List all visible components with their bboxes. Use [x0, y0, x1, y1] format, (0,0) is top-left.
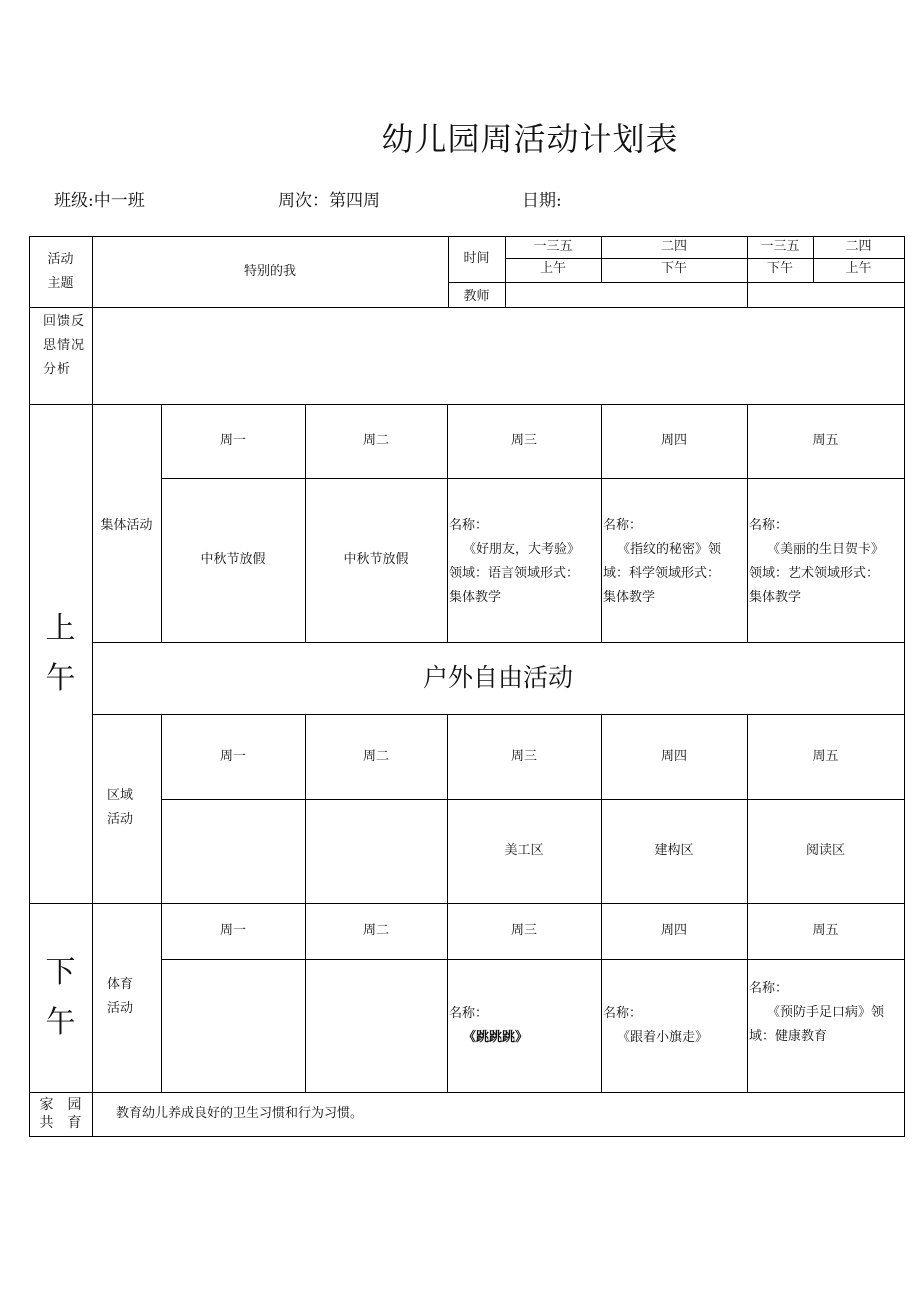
pe-activity-label: [107, 973, 157, 1021]
area-thu: 建构区: [654, 843, 694, 858]
pe-label-line-1: 体育: [107, 977, 134, 992]
lesson-domain: 领域：语言领域形式：: [449, 566, 580, 581]
holiday-tue: 中秋节放假: [343, 552, 409, 567]
area-day-2: 周二: [362, 748, 389, 764]
pe-name-label: 名称：: [603, 1006, 643, 1021]
home-cooperation-label: [29, 1092, 92, 1136]
lesson-domain: 域：科学领域形式：: [603, 566, 721, 581]
group-activity-label: 集体活动: [100, 517, 153, 533]
pe-domain: 域：健康教育: [749, 1029, 828, 1044]
home-cooperation-text: 教育幼儿养成良好的卫生习惯和行为习惯。: [116, 1106, 364, 1121]
outdoor-free-activity: 户外自由活动: [422, 663, 573, 692]
time-period-1: 上午: [539, 261, 566, 276]
pe-name: 《跳跳跳》: [463, 1030, 529, 1045]
theme-label: [29, 236, 92, 307]
holiday-mon: 中秋节放假: [200, 552, 266, 567]
pm-day-1: 周一: [219, 923, 246, 938]
time-day-4: 二四: [845, 239, 872, 254]
theme-label-line-2: 主题: [47, 275, 74, 291]
lesson-fri: [749, 514, 904, 610]
area-label-line-1: 区域: [107, 788, 134, 803]
lesson-form: 集体教学: [749, 590, 802, 605]
lesson-name: 《美丽的生日贺卡》: [767, 542, 885, 557]
lesson-name-label: 名称：: [749, 518, 789, 533]
morning-day-5: 周五: [812, 433, 839, 448]
page-title: 幼儿园周活动计划表: [381, 120, 679, 158]
pe-thu: [603, 1002, 747, 1050]
feedback-label: [43, 310, 93, 382]
theme-value: 特别的我: [243, 263, 296, 279]
lesson-domain: 领域：艺术领域形式：: [749, 566, 880, 581]
lesson-form: 集体教学: [603, 590, 656, 605]
feedback-label-line-1: 回馈反: [43, 314, 86, 329]
area-label-line-2: 活动: [107, 812, 134, 827]
area-day-4: 周四: [660, 748, 687, 764]
morning-day-1: 周一: [219, 433, 246, 448]
area-day-3: 周三: [510, 748, 537, 764]
time-day-1: 一三五: [533, 239, 573, 254]
pm-day-5: 周五: [812, 923, 839, 938]
morning-day-3: 周三: [510, 433, 537, 448]
pe-name: 《跟着小旗走》: [617, 1030, 709, 1045]
morning-label-char-1: 上: [45, 610, 76, 646]
pm-day-3: 周三: [510, 923, 537, 938]
time-period-4: 上午: [845, 261, 872, 276]
pe-label-line-2: 活动: [107, 1001, 134, 1016]
lesson-name: 《好朋友，大考验》: [463, 542, 581, 557]
area-day-1: 周一: [219, 748, 246, 764]
area-fri: 阅读区: [805, 843, 845, 858]
time-label: 时间: [463, 251, 490, 266]
pe-wed: [449, 1002, 601, 1050]
pe-fri: [749, 977, 904, 1049]
afternoon-label-char-2: 午: [45, 1004, 76, 1040]
teacher-label: 教师: [463, 289, 490, 304]
theme-label-line-1: 活动: [47, 251, 74, 267]
date-label: 日期:: [522, 191, 562, 211]
morning-day-4: 周四: [660, 433, 687, 448]
morning-day-2: 周二: [362, 433, 389, 448]
time-period-3: 下午: [766, 261, 793, 276]
time-day-2: 二四: [660, 239, 687, 254]
afternoon-label-char-1: 下: [45, 954, 76, 990]
pe-name-label: 名称：: [449, 1006, 489, 1021]
afternoon-label: [29, 903, 92, 1092]
lesson-name-label: 名称：: [449, 518, 489, 533]
lesson-name-label: 名称：: [603, 518, 643, 533]
pe-name-label: 名称：: [749, 981, 789, 996]
pm-day-4: 周四: [660, 923, 687, 938]
area-day-5: 周五: [812, 748, 839, 764]
pe-name: 《预防手足口病》领: [767, 1005, 885, 1020]
home-label-line-2: 共 育: [39, 1115, 82, 1131]
time-period-2: 下午: [660, 261, 687, 276]
lesson-form: 集体教学: [449, 590, 502, 605]
lesson-name: 《指纹的秘密》领: [617, 542, 722, 557]
feedback-label-line-3: 分析: [43, 362, 72, 377]
week-label: 周次：第四周: [278, 191, 380, 211]
lesson-wed: [449, 514, 601, 610]
class-label: 班级:中一班: [54, 191, 145, 211]
area-wed: 美工区: [504, 843, 544, 858]
pm-day-2: 周二: [362, 923, 389, 938]
morning-label: [29, 404, 92, 903]
lesson-thu: [603, 514, 747, 610]
feedback-label-line-2: 思情况: [43, 338, 86, 353]
morning-label-char-2: 午: [45, 660, 76, 696]
home-label-line-1: 家 园: [39, 1097, 82, 1113]
area-activity-label: [107, 784, 157, 832]
time-day-3: 一三五: [760, 239, 800, 254]
